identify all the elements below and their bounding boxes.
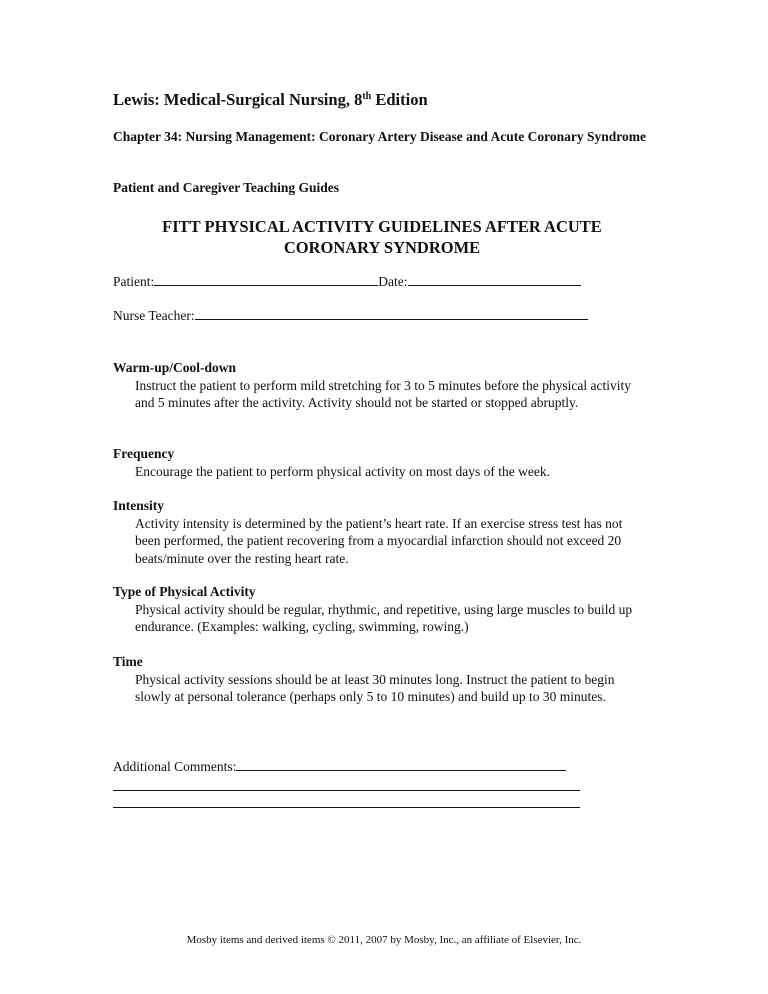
section-body: Physical activity should be regular, rhythmic, and repetitive, using large muscles to build up endurance. (Examples: walking, cycling, swimming, rowing.)	[135, 601, 633, 634]
section-heading: Frequency	[113, 446, 175, 461]
copyright-footer: Mosby items and derived items © 2011, 2007 by Mosby, Inc., an affiliate of Elsevier, Inc.	[186, 934, 582, 946]
section-time	[113, 653, 653, 706]
date-field[interactable]	[408, 273, 581, 286]
section-heading: Time	[113, 654, 143, 669]
section-frequency	[113, 445, 653, 480]
edition-superscript: th	[362, 91, 372, 102]
nurse-teacher-label: Nurse Teacher:	[113, 308, 195, 323]
section-heading: Intensity	[113, 498, 165, 513]
patient-date-row	[113, 273, 581, 290]
section-type	[113, 583, 653, 636]
comments-field[interactable]	[236, 758, 566, 771]
patient-field[interactable]	[154, 273, 378, 286]
guides-subtitle: Patient and Caregiver Teaching Guides	[113, 180, 340, 195]
nurse-row	[113, 307, 588, 324]
document-title: FITT PHYSICAL ACTIVITY GUIDELINES AFTER ACUTE CORONARY SYNDROME	[162, 217, 602, 257]
book-title-end: Edition	[371, 90, 428, 109]
section-intensity	[113, 497, 653, 567]
book-title-text: Lewis: Medical-Surgical Nursing, 8	[113, 90, 363, 109]
section-body: Physical activity sessions should be at least 30 minutes long. Instruct the patient to begin slowly at personal tolerance (perhaps only 5 to 10 minutes) and build up to 30 minutes.	[135, 671, 615, 704]
patient-label: Patient:	[113, 274, 155, 289]
nurse-teacher-field[interactable]	[195, 307, 588, 320]
comments-row	[113, 758, 566, 775]
section-heading: Type of Physical Activity	[113, 584, 256, 599]
comments-label: Additional Comments:	[113, 759, 237, 774]
comments-line-3[interactable]	[113, 807, 580, 808]
section-heading: Warm-up/Cool-down	[113, 360, 237, 375]
section-body: Instruct the patient to perform mild stretching for 3 to 5 minutes before the physical activity and 5 minutes after the activity. Activity should not be started or stopped abruptly.	[135, 377, 631, 410]
section-body: Encourage the patient to perform physical activity on most days of the week.	[135, 463, 550, 479]
section-body: Activity intensity is determined by the patient’s heart rate. If an exercise stress test has not been performed, the patient recovering from a myocardial infarction should not exceed 20 beats/minute over the resting heart rate.	[135, 515, 623, 566]
date-label: Date:	[378, 274, 408, 289]
comments-line-2[interactable]	[113, 790, 580, 791]
book-title	[113, 90, 428, 110]
section-warmup	[113, 359, 653, 412]
chapter-title: Chapter 34: Nursing Management: Coronary Artery Disease and Acute Coronary Syndrome	[113, 129, 646, 144]
